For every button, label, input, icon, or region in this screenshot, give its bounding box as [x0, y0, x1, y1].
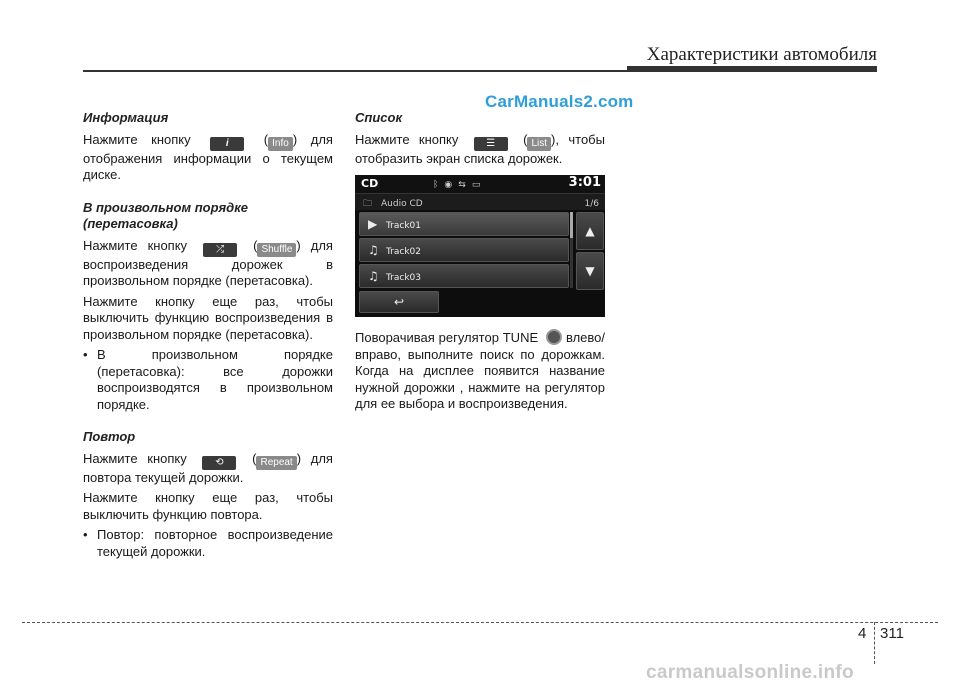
list-scrollbar[interactable]	[570, 212, 573, 288]
track-name: Track02	[386, 247, 422, 257]
music-note-icon: ♫	[368, 243, 379, 257]
back-button[interactable]	[359, 291, 439, 313]
usb-icon: ⇆	[458, 180, 472, 190]
shuffle-bullet: • В произвольном порядке (перетасовка): все дорожки воспроизводятся в произвольном порядке.	[83, 347, 333, 412]
list-section-title: Список	[355, 110, 403, 125]
scroll-up-button[interactable]	[576, 212, 604, 250]
page-number: 311	[880, 625, 904, 642]
disc-icon: ◉	[444, 180, 459, 190]
screen-time: 3:01	[568, 175, 601, 190]
music-note-icon: ♫	[368, 269, 379, 283]
track-item-2[interactable]	[359, 238, 569, 262]
track-item-1[interactable]	[359, 212, 569, 236]
screen-status-bar	[355, 175, 605, 194]
play-icon: ▶	[368, 217, 378, 231]
track-name: Track01	[386, 221, 422, 231]
cd-list-screen	[355, 175, 605, 317]
tune-paragraph: Поворачивая регулятор TUNE влево/вправо, выполните поиск по дорожкам. Когда на дисплее появится название нужной дорожки , нажмите на регулятор для ее выбора и воспроизведения.	[355, 330, 605, 411]
repeat-icon: ⟲	[202, 456, 236, 470]
arrow-up-icon: ▲	[585, 224, 595, 238]
repeat-bullet: • Повтор: повторное воспроизведение текущей дорожки.	[83, 527, 333, 559]
watermark-bottom: carmanualsonline.info	[646, 662, 854, 683]
track-item-3[interactable]	[359, 264, 569, 288]
page-header-title: Характеристики автомобиля	[646, 44, 877, 65]
back-arrow-icon: ↩	[393, 295, 405, 309]
folder-label: Audio CD	[381, 199, 423, 209]
blank-icon: ▭	[471, 180, 487, 190]
header-rule-thick	[627, 66, 877, 72]
scrollbar-thumb[interactable]	[570, 212, 573, 238]
header-rule	[83, 70, 627, 72]
chapter-number: 4	[858, 625, 867, 642]
footer-divider	[874, 622, 875, 664]
info-button-label: Info	[268, 137, 293, 151]
repeat-paragraph: Нажмите кнопку ⟲ ( Repeat ) для повтора текущей дорожки.	[83, 450, 333, 485]
list-button-label: List	[527, 137, 551, 151]
status-icons	[433, 177, 486, 194]
footer-rule	[22, 622, 938, 623]
track-name: Track03	[386, 273, 422, 283]
arrow-down-icon: ▼	[585, 264, 595, 278]
shuffle-button-label: Shuffle	[257, 243, 296, 257]
repeat-button-label: Repeat	[256, 456, 296, 470]
left-column	[83, 110, 333, 564]
shuffle-paragraph-2: Нажмите кнопку еще раз, чтобы выключить функцию воспроизведения в произвольном порядке (перетасовка).	[83, 293, 333, 342]
shuffle-paragraph: Нажмите кнопку ⤮ ( Shuffle ) для воспроизведения дорожек в произвольном порядке (перетасовка).	[83, 237, 333, 288]
right-column	[355, 110, 605, 417]
info-section-title: Информация	[83, 110, 169, 125]
screen-source: CD	[361, 177, 379, 190]
bluetooth-icon: ᛒ	[433, 180, 445, 190]
list-icon: ☰	[474, 137, 508, 151]
info-icon: i	[210, 137, 244, 151]
repeat-paragraph-2: Нажмите кнопку еще раз, чтобы выключить функцию повтора.	[83, 490, 333, 522]
info-paragraph: Нажмите кнопку i ( Info ) для отображения информации о текущем диске.	[83, 131, 333, 182]
tune-knob-icon	[546, 329, 562, 345]
folder-icon: 🗀	[363, 199, 373, 209]
repeat-section-title: Повтор	[83, 429, 136, 444]
list-paragraph: Нажмите кнопку ☰ ( List ), чтобы отобразить экран списка дорожек.	[355, 131, 605, 166]
shuffle-section-title: В произвольном порядке (перетасовка)	[83, 199, 249, 231]
watermark-top: CarManuals2.com	[485, 92, 634, 111]
scroll-down-button[interactable]	[576, 252, 604, 290]
page-indicator: 1/6	[584, 199, 599, 209]
screen-folder-bar	[355, 194, 605, 210]
shuffle-icon: ⤮	[203, 243, 237, 257]
